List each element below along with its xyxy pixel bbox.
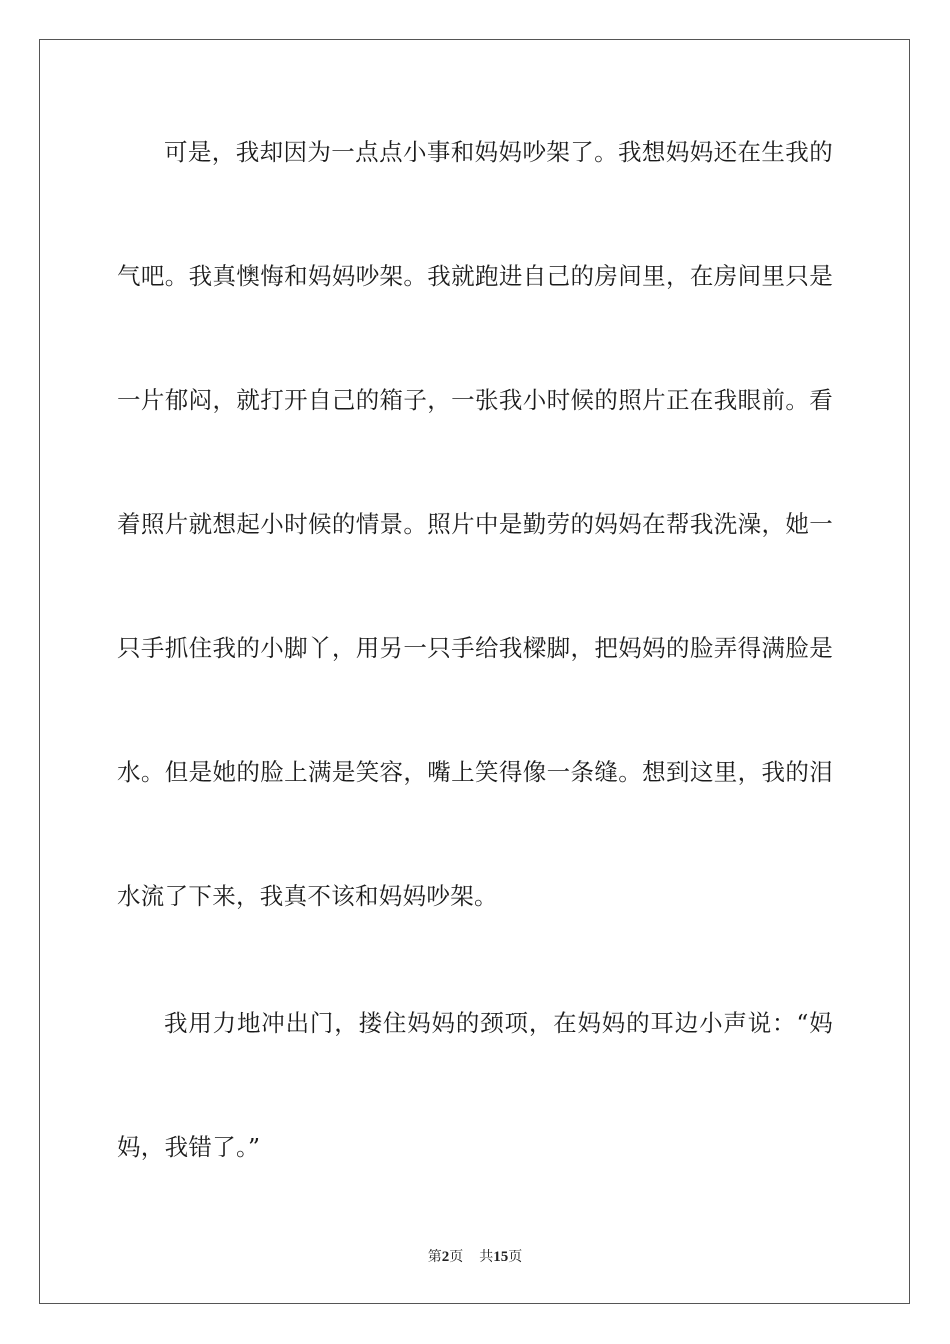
footer-total-pages: 15 xyxy=(493,1249,509,1265)
page-border xyxy=(39,39,910,1304)
text-line-2: 气吧。我真懊悔和妈妈吵架。我就跑进自己的房间里，在房间里只是 xyxy=(117,262,833,290)
footer-page-suffix: 页 xyxy=(449,1249,464,1265)
page-footer xyxy=(0,1247,950,1267)
text-line-5: 只手抓住我的小脚丫，用另一只手给我樑脚，把妈妈的脸弄得满脸是 xyxy=(117,634,833,662)
text-line-8: 我用力地冲出门，搂住妈妈的颈项，在妈妈的耳边小声说：“妈 xyxy=(164,1009,833,1037)
text-line-3: 一片郁闷，就打开自己的箱子，一张我小时候的照片正在我眼前。看 xyxy=(117,386,833,414)
footer-page-prefix: 第 xyxy=(427,1249,442,1265)
footer-page-number: 2 xyxy=(441,1249,450,1265)
footer-total-prefix: 共 xyxy=(479,1249,494,1265)
footer-total-suffix: 页 xyxy=(508,1249,523,1265)
text-line-1: 可是，我却因为一点点小事和妈妈吵架了。我想妈妈还在生我的 xyxy=(164,138,833,166)
text-line-4: 着照片就想起小时候的情景。照片中是勤劳的妈妈在帮我洗澡，她一 xyxy=(117,510,833,538)
text-line-9: 妈，我错了。” xyxy=(117,1133,261,1161)
text-line-6: 水。但是她的脸上满是笑容，嘴上笑得像一条缝。想到这里，我的泪 xyxy=(117,758,833,786)
text-line-7: 水流了下来，我真不该和妈妈吵架。 xyxy=(117,882,498,910)
